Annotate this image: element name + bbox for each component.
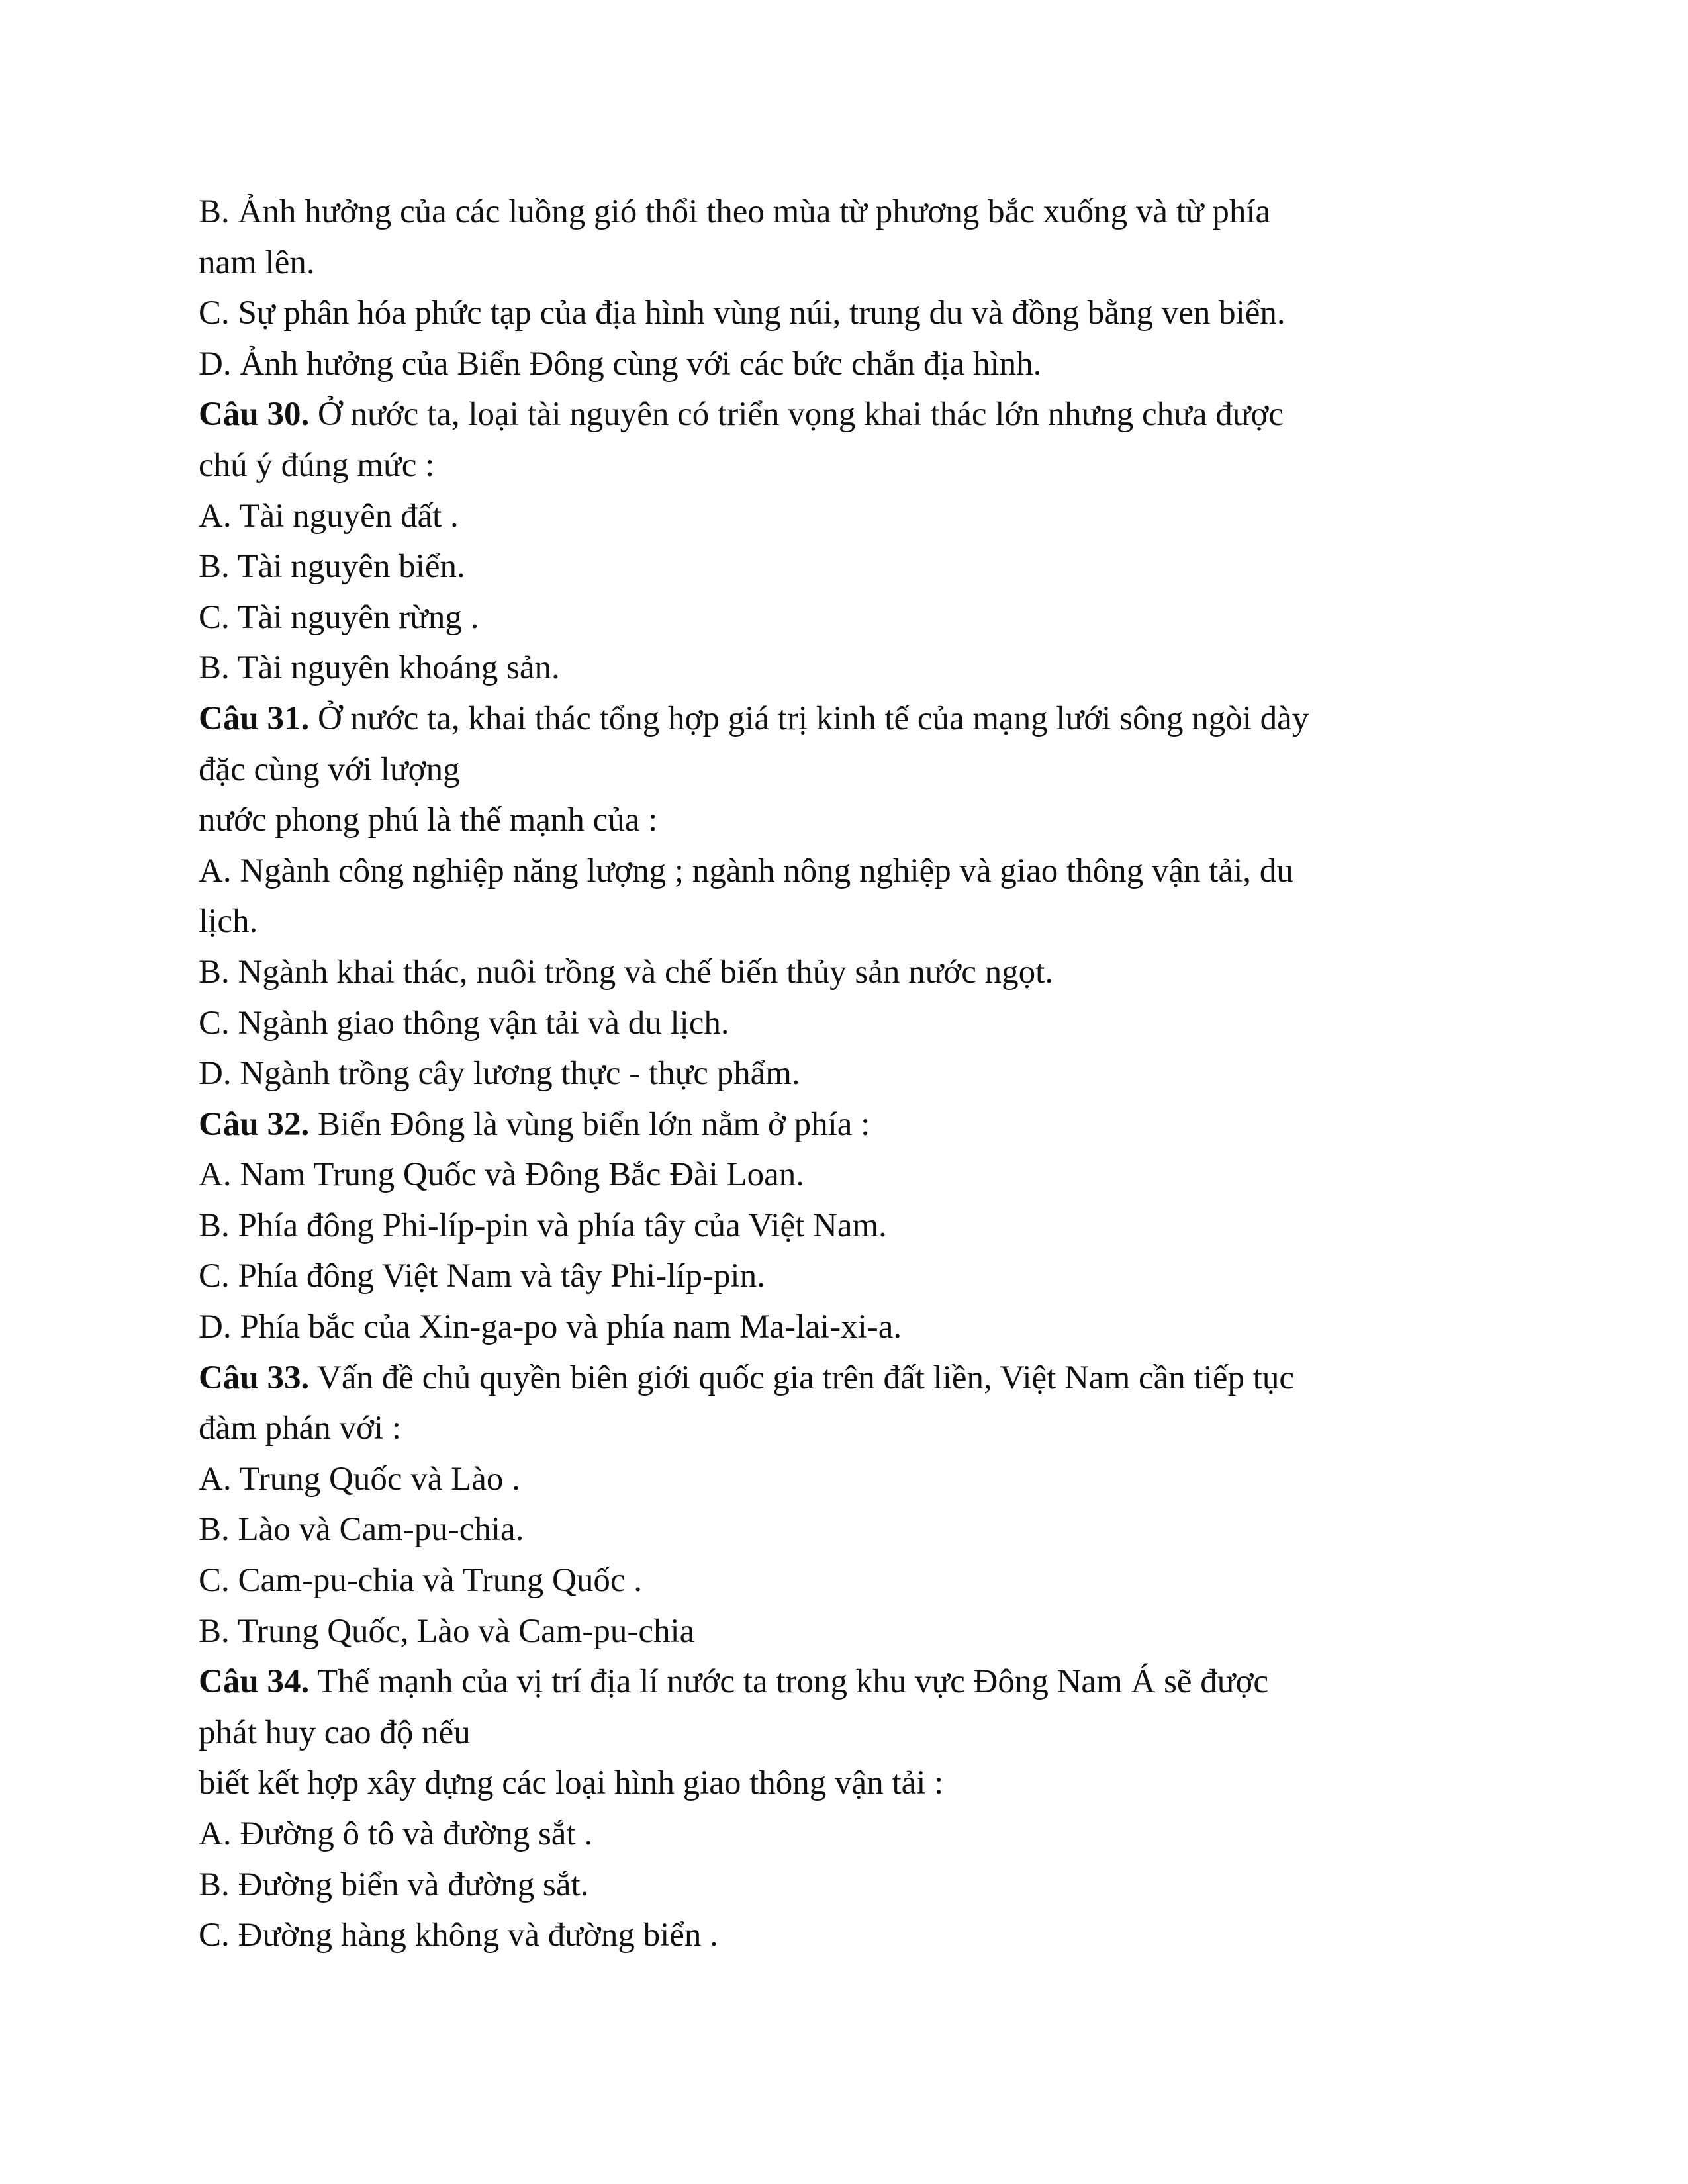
line-text: nước phong phú là thế mạnh của :	[199, 801, 658, 839]
line-text: B. Tài nguyên biển.	[199, 548, 465, 586]
line-text: B. Đường biển và đường sắt.	[199, 1866, 589, 1903]
answer-option	[199, 1251, 1489, 1302]
text-line	[199, 288, 1489, 339]
line-text: B. Trung Quốc, Lào và Cam-pu-chia	[199, 1612, 695, 1650]
answer-option	[199, 947, 1489, 998]
answer-option	[199, 1860, 1489, 1911]
answer-option	[199, 1150, 1489, 1201]
question-text: Thế mạnh của vị trí địa lí nước ta trong khu vực Đông Nam Á sẽ được	[309, 1663, 1269, 1701]
question-line	[199, 1353, 1489, 1404]
line-text: C. Sự phân hóa phức tạp của địa hình vùng núi, trung du và đồng bằng ven biển.	[199, 295, 1286, 332]
question-label: Câu 34.	[199, 1663, 310, 1701]
answer-option	[199, 1555, 1489, 1606]
line-text: A. Nam Trung Quốc và Đông Bắc Đài Loan.	[199, 1156, 805, 1194]
answer-option	[199, 1504, 1489, 1555]
line-text: A. Tài nguyên đất .	[199, 497, 459, 535]
question-line	[199, 694, 1489, 745]
line-text: đặc cùng với lượng	[199, 751, 460, 788]
answer-option	[199, 1048, 1489, 1099]
line-text: B. Tài nguyên khoáng sản.	[199, 649, 560, 687]
document-page	[199, 187, 1489, 1961]
text-line	[199, 896, 1489, 947]
answer-option	[199, 643, 1489, 694]
line-text: C. Cam-pu-chia và Trung Quốc .	[199, 1562, 643, 1600]
line-text: B. Ảnh hưởng của các luồng gió thổi theo mùa từ phương bắc xuống và từ phía	[199, 193, 1271, 230]
question-label: Câu 32.	[199, 1105, 310, 1143]
answer-option	[199, 592, 1489, 643]
question-line	[199, 389, 1489, 440]
line-text: phát huy cao độ nếu	[199, 1713, 471, 1751]
text-line	[199, 1403, 1489, 1454]
answer-option	[199, 491, 1489, 542]
question-text: Ở nước ta, loại tài nguyên có triển vọng khai thác lớn nhưng chưa được	[309, 396, 1284, 433]
answer-option	[199, 1302, 1489, 1353]
line-text: biết kết hợp xây dựng các loại hình giao thông vận tải :	[199, 1764, 944, 1802]
line-text: nam lên.	[199, 244, 315, 281]
question-line	[199, 1657, 1489, 1707]
text-line	[199, 440, 1489, 491]
line-text: D. Phía bắc của Xin-ga-po và phía nam Ma-lai-xi-a.	[199, 1308, 902, 1346]
question-label: Câu 33.	[199, 1359, 310, 1396]
text-line	[199, 745, 1489, 796]
answer-option	[199, 1454, 1489, 1505]
answer-option	[199, 1606, 1489, 1657]
question-label: Câu 30.	[199, 396, 310, 433]
line-text: chú ý đúng mức :	[199, 446, 435, 484]
line-text: A. Đường ô tô và đường sắt .	[199, 1815, 593, 1852]
line-text: lịch.	[199, 903, 258, 940]
line-text: B. Lào và Cam-pu-chia.	[199, 1511, 524, 1549]
line-text: C. Phía đông Việt Nam và tây Phi-líp-pin.	[199, 1257, 765, 1295]
line-text: A. Ngành công nghiệp năng lượng ; ngành nông nghiệp và giao thông vận tải, du	[199, 852, 1293, 889]
line-text: đàm phán với :	[199, 1410, 401, 1447]
question-text: Biển Đông là vùng biển lớn nằm ở phía :	[309, 1105, 870, 1143]
line-text: B. Phía đông Phi-líp-pin và phía tây của Việt Nam.	[199, 1206, 887, 1244]
question-line	[199, 1099, 1489, 1150]
text-line	[199, 1758, 1489, 1809]
question-text: Ở nước ta, khai thác tổng hợp giá trị kinh tế của mạng lưới sông ngòi dày	[309, 700, 1309, 737]
answer-option	[199, 998, 1489, 1049]
line-text: C. Ngành giao thông vận tải và du lịch.	[199, 1004, 729, 1042]
text-line	[199, 339, 1489, 390]
text-line	[199, 795, 1489, 846]
line-text: D. Ngành trồng cây lương thực - thực phẩm.	[199, 1055, 800, 1093]
question-text: Vấn đề chủ quyền biên giới quốc gia trên đất liền, Việt Nam cần tiếp tục	[309, 1359, 1295, 1396]
answer-option	[199, 846, 1489, 897]
answer-option	[199, 1809, 1489, 1860]
answer-option	[199, 1910, 1489, 1961]
question-label: Câu 31.	[199, 700, 310, 737]
line-text: C. Đường hàng không và đường biển .	[199, 1917, 718, 1954]
answer-option	[199, 1201, 1489, 1251]
text-line	[199, 238, 1489, 289]
line-text: D. Ảnh hưởng của Biển Đông cùng với các bức chắn địa hình.	[199, 345, 1042, 383]
line-text: B. Ngành khai thác, nuôi trồng và chế biến thủy sản nước ngọt.	[199, 953, 1054, 991]
line-text: A. Trung Quốc và Lào .	[199, 1460, 520, 1498]
text-line	[199, 187, 1489, 238]
answer-option	[199, 541, 1489, 592]
text-line	[199, 1707, 1489, 1758]
line-text: C. Tài nguyên rừng .	[199, 598, 479, 636]
